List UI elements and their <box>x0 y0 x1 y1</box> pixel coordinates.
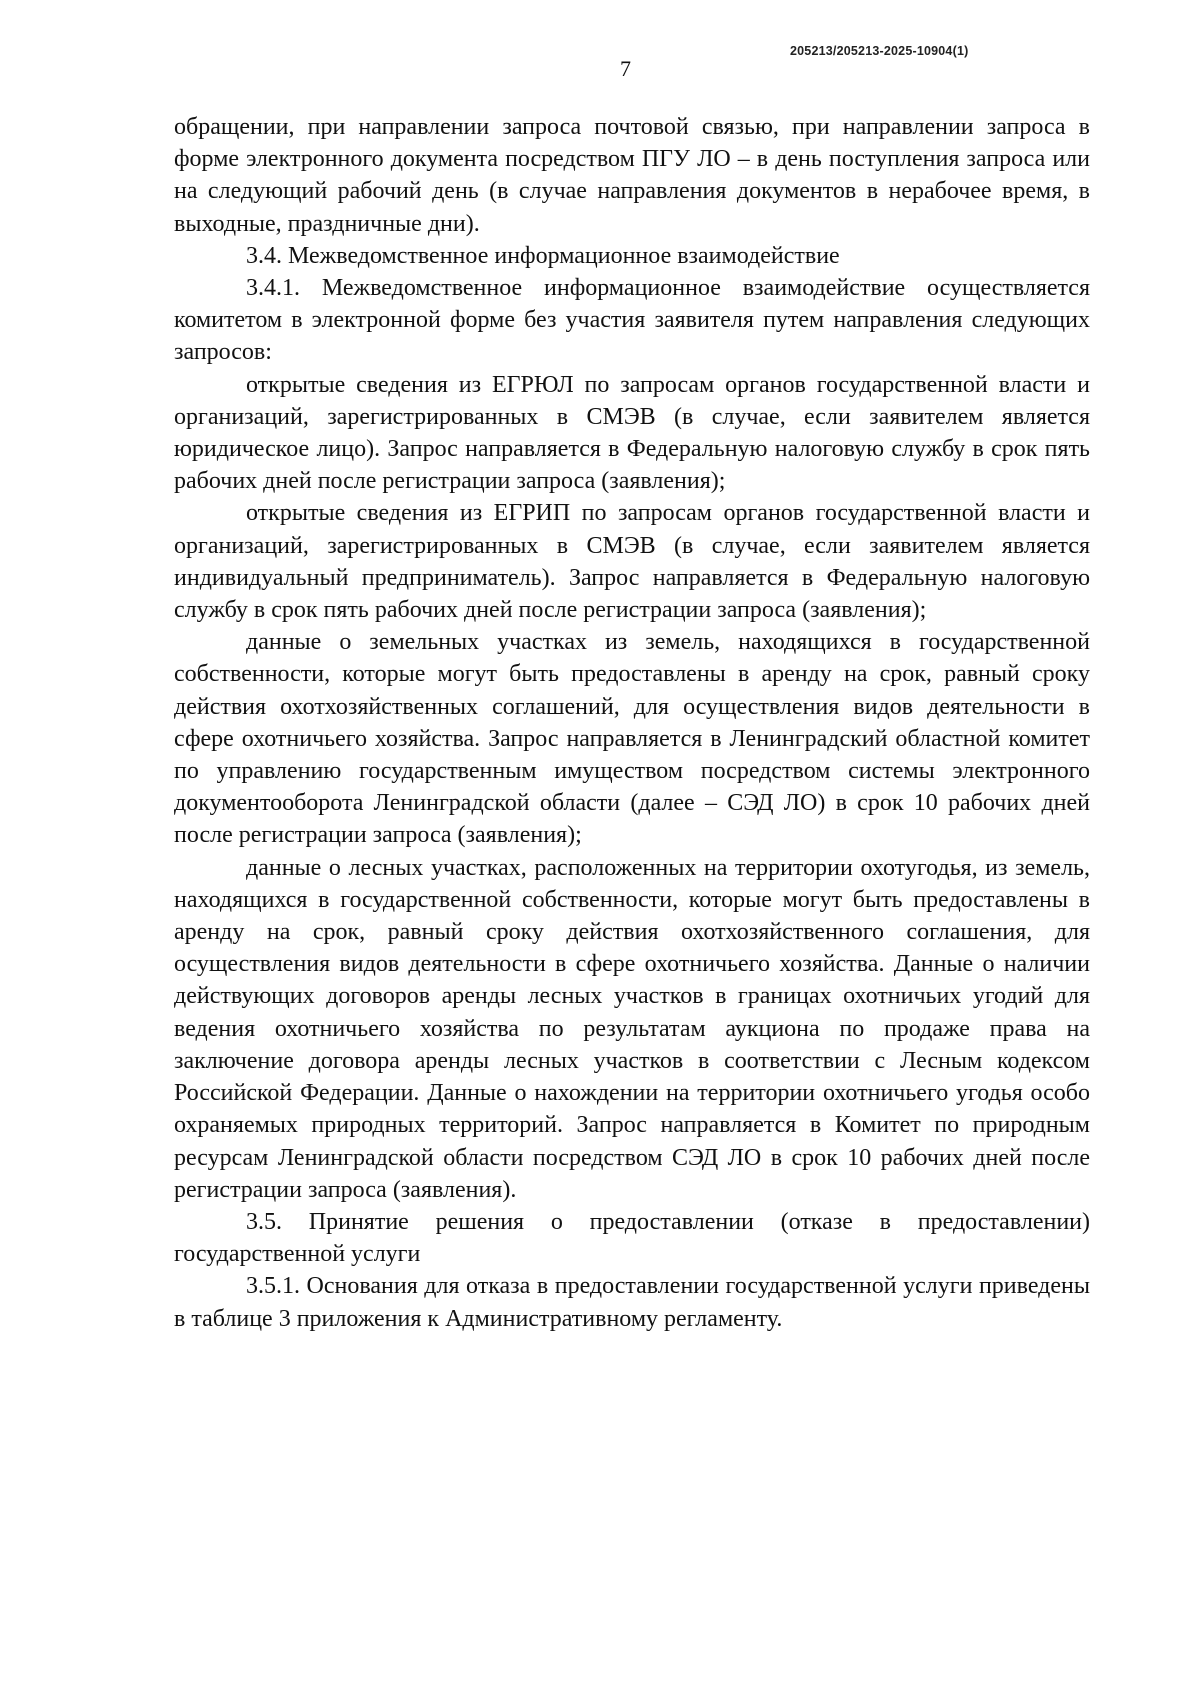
document-registration-number: 205213/205213-2025-10904(1) <box>790 44 969 58</box>
list-item-land-plots: данные о земельных участках из земель, находящихся в государственной собственности, которые могут быть предоставлены в аренду на срок, равный сроку действия охотхозяйственных соглашений, для осуществления видов деятельности в сфере охотничьего хозяйства. Запрос направляется в Ленинградский областной комитет по управлению государственным имуществом посредством системы электронного документооборота Ленинградской области (далее – СЭД ЛО) в срок 10 рабочих дней после регистрации запроса (заявления); <box>174 629 1090 849</box>
section-heading-3-5: 3.5. Принятие решения о предоставлении (отказе в предоставлении) государственной услуги <box>174 1208 1090 1268</box>
list-item-egrul: открытые сведения из ЕГРЮЛ по запросам органов государственной власти и организаций, зарегистрированных в СМЭВ (в случае, если заявителем является юридическое лицо). Запрос направляется в Федеральную налоговую службу в срок пять рабочих дней после регистрации запроса (заявления); <box>174 371 1090 495</box>
list-item-forest-plots: данные о лесных участках, расположенных на территории охотугодья, из земель, находящихся в государственной собственности, которые могут быть предоставлены в аренду на срок, равный сроку действия охотхозяйственного соглашения, для осуществления видов деятельности в сфере охотничьего хозяйства. Данные о наличии действующих договоров аренды лесных участков в границах охотничьих угодий для ведения охотничьего хозяйства по результатам аукциона по продаже права на заключение договора аренды лесных участков в соответствии с Лесным кодексом Российской Федерации. Данные о нахождении на территории охотничьего угодья особо охраняемых природных территорий. Запрос направляется в Комитет по природным ресурсам Ленинградской области посредством СЭД ЛО в срок 10 рабочих дней после регистрации запроса (заявления). <box>174 854 1090 1203</box>
paragraph-3-5-1: 3.5.1. Основания для отказа в предоставлении государственной услуги приведены в таблице 3 приложения к Административному регламенту. <box>174 1273 1090 1332</box>
list-item-egrip: открытые сведения из ЕГРИП по запросам органов государственной власти и организаций, зарегистрированных в СМЭВ (в случае, если заявителем является индивидуальный предприниматель). Запрос направляется в Федеральную налоговую службу в срок пять рабочих дней после регистрации запроса (заявления); <box>174 500 1090 624</box>
paragraph-continuation: обращении, при направлении запроса почтовой связью, при направлении запроса в форме электронного документа посредством ПГУ ЛО – в день поступления запроса или на следующий рабочий день (в случае направления документов в нерабочее время, в выходные, праздничные дни). <box>174 114 1090 237</box>
paragraph-3-4-1: 3.4.1. Межведомственное информационное взаимодействие осуществляется комитетом в электронной форме без участия заявителя путем направления следующих запросов: <box>174 275 1090 366</box>
section-heading-3-4: 3.4. Межведомственное информационное взаимодействие <box>246 242 840 269</box>
page-number: 7 <box>620 56 631 81</box>
document-body <box>174 111 1090 1335</box>
